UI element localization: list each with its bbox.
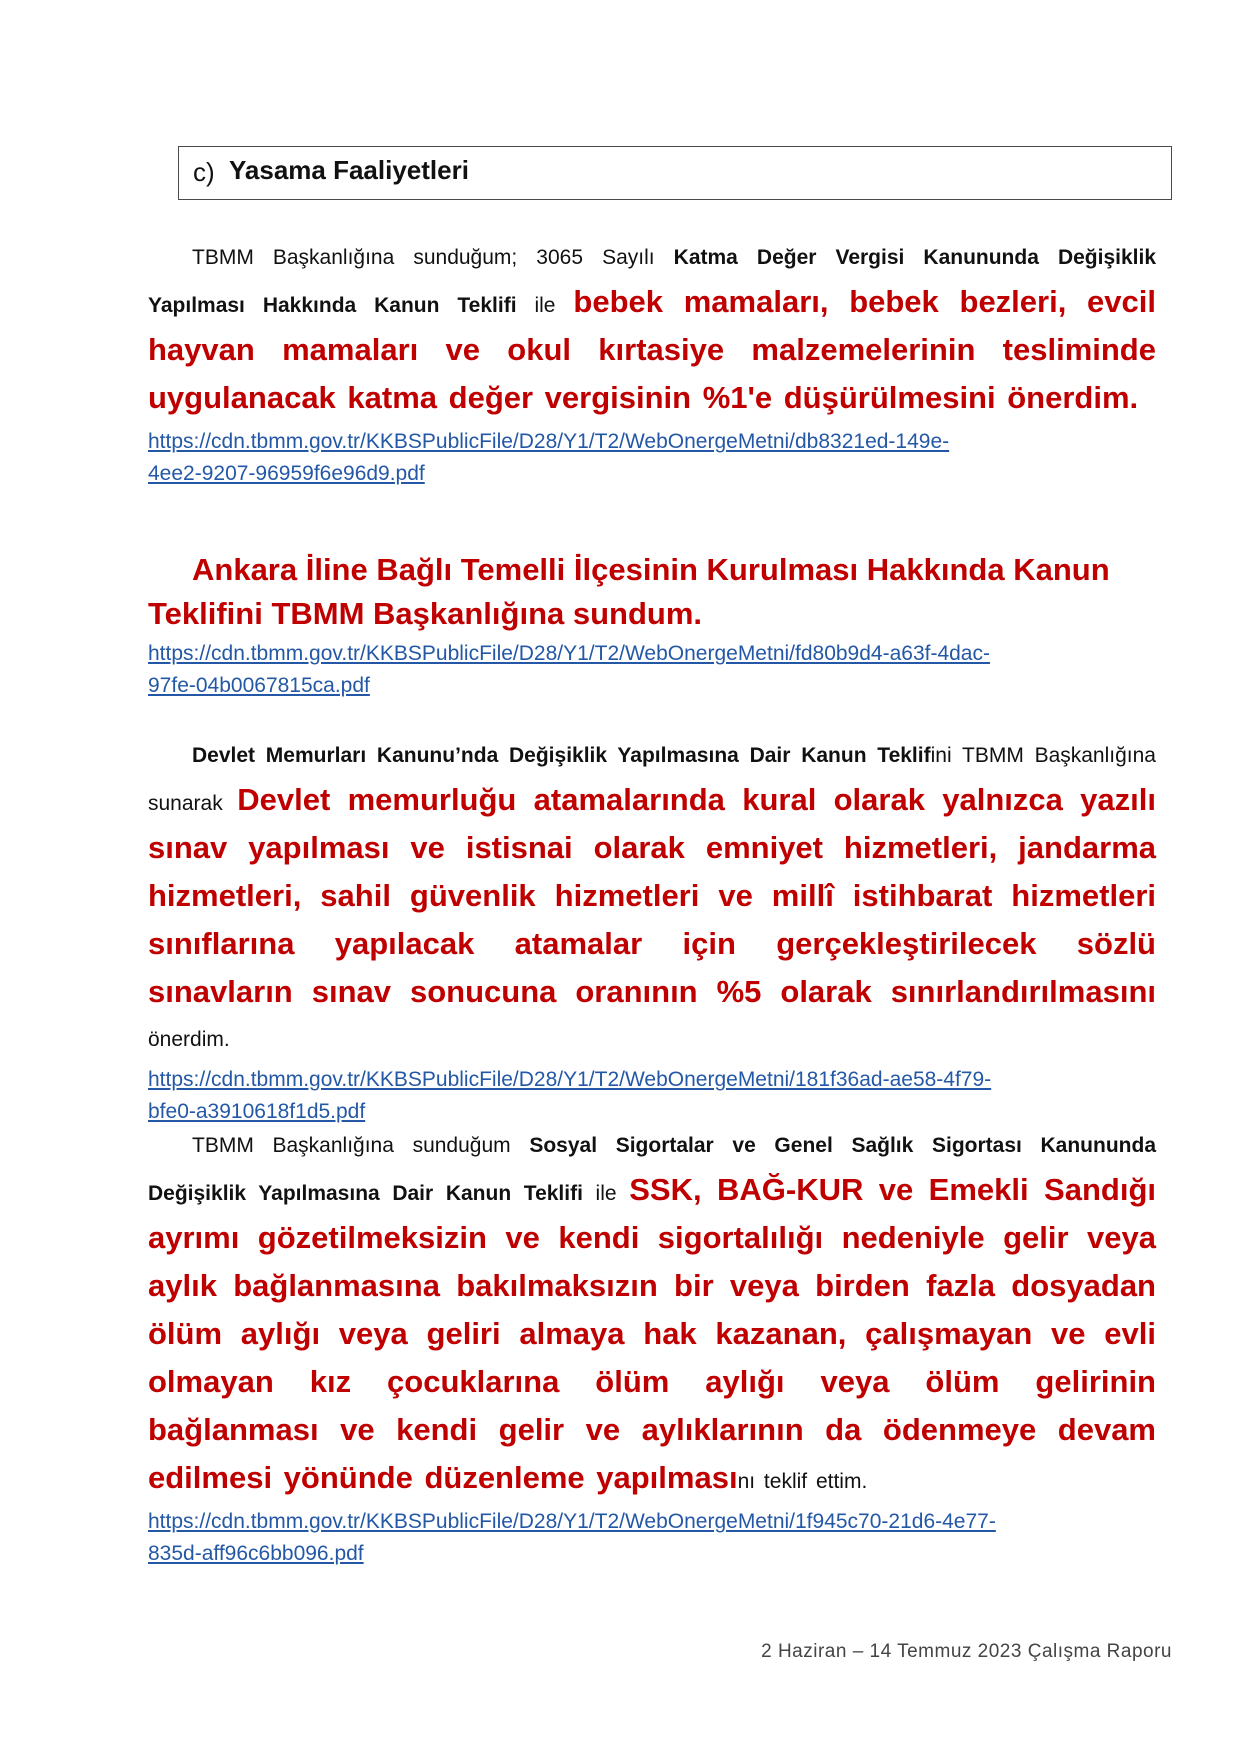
document-link[interactable]: https://cdn.tbmm.gov.tr/KKBSPublicFile/D28/Y1/T2/WebOnergeMetni/181f36ad-ae58-4f79- bfe0-a3910618f1d5.pdf — [148, 1068, 992, 1123]
document-link[interactable]: https://cdn.tbmm.gov.tr/KKBSPublicFile/D28/Y1/T2/WebOnergeMetni/db8321ed-149e- 4ee2-9207-96959f6e96d9.pdf — [148, 430, 950, 485]
intro-text: TBMM Başkanlığına sunduğum; 3065 Sayılı — [192, 246, 674, 269]
section-title: Yasama Faaliyetleri — [229, 155, 469, 185]
paragraph-memurlar — [148, 734, 1156, 1128]
paragraph-text — [148, 236, 1156, 424]
paragraph-kdv — [148, 236, 1156, 490]
highlight-text: Ankara İline Bağlı Temelli İlçesinin Kurulması Hakkında Kanun Teklifini TBMM Başkanlığına sundum. — [148, 552, 1110, 631]
highlight-text: SSK, BAĞ-KUR ve Emekli Sandığı ayrımı gözetilmeksizin ve kendi sigortalılığı nedeniyle gelir veya aylık bağlanmasına bakılmaksızın bir veya birden fazla dosyadan ölüm aylığı veya geliri almaya hak kazanan, çalışmayan ve evli olmayan kız çocuklarına ölüm aylığı veya ölüm gelirinin bağlanması ve kendi gelir ve aylıklarının da ödenmeye devam edilmesi yönünde düzenleme yapılması — [148, 1172, 1156, 1495]
highlight-text: Devlet memurluğu atamalarında kural olarak yalnızca yazılı sınav yapılması ve istisnai olarak emniyet hizmetleri, jandarma hizmetleri, sahil güvenlik hizmetleri ve millî istihbarat hizmetleri sınıflarına yapılacak atamalar için gerçekleştirilecek sözlü sınavların sınav sonucuna oranının %5 olarak sınırlandırılmasını — [148, 782, 1156, 1009]
paragraph-temelli — [148, 548, 1156, 702]
bill-title: Devlet Memurları Kanunu’nda Değişiklik Yapılmasına Dair Kanun Teklif — [192, 744, 931, 767]
paragraph-text — [148, 1124, 1156, 1504]
paragraph-sgk — [148, 1124, 1156, 1570]
document-link[interactable]: https://cdn.tbmm.gov.tr/KKBSPublicFile/D28/Y1/T2/WebOnergeMetni/1f945c70-21d6-4e77- 835d-aff96c6bb096.pdf — [148, 1510, 996, 1565]
document-link[interactable]: https://cdn.tbmm.gov.tr/KKBSPublicFile/D28/Y1/T2/WebOnergeMetni/fd80b9d4-a63f-4dac- 97fe-04b0067815ca.pdf — [148, 642, 990, 697]
closing-text: önerdim. — [148, 1028, 230, 1051]
connector-text: ile — [516, 294, 574, 317]
paragraph-text — [148, 734, 1156, 1062]
section-heading-box — [178, 146, 1172, 200]
intro-text: ini TBMM Başkanlığına sunarak — [148, 744, 1156, 815]
closing-text: nı teklif ettim. — [737, 1470, 868, 1493]
section-letter: c) — [193, 157, 215, 187]
highlight-text: bebek mamaları, bebek bezleri, evcil hayvan mamaları ve okul kırtasiye malzemelerinin tesliminde uygulanacak katma değer vergisinin %1'e düşürülmesini önerdim. — [148, 284, 1156, 415]
bill-title: Sosyal Sigortalar ve Genel Sağlık Sigortası Kanununda Değişiklik Yapılmasına Dair Kanun Teklifi — [148, 1134, 1156, 1205]
intro-text: TBMM Başkanlığına sunduğum — [192, 1134, 530, 1157]
page-footer: 2 Haziran – 14 Temmuz 2023 Çalışma Raporu — [761, 1641, 1172, 1662]
connector-text: ile — [582, 1182, 630, 1205]
bill-title: Katma Değer Vergisi Kanununda Değişiklik Yapılması Hakkında Kanun Teklifi — [148, 246, 1156, 317]
